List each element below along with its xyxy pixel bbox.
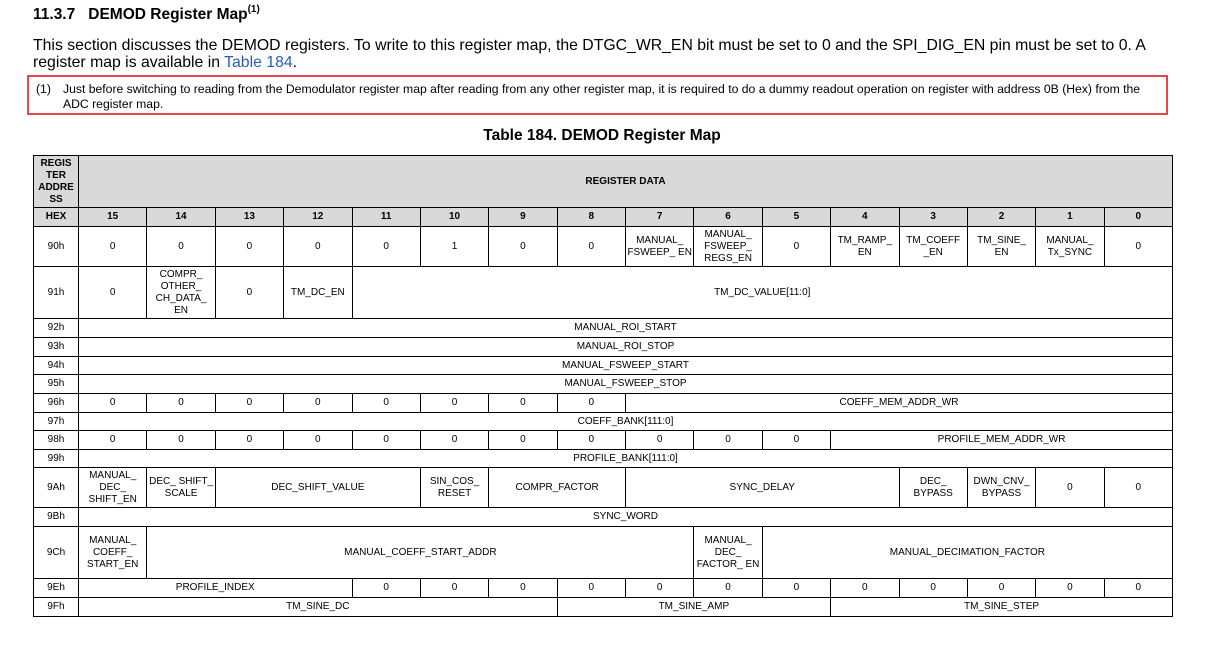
register-field: 0 [420, 431, 488, 450]
register-field: DEC_ SHIFT_ SCALE [147, 468, 215, 508]
register-field: MANUAL_ DEC_ FACTOR_ EN [694, 527, 762, 579]
register-address: 93h [34, 338, 79, 357]
register-address: 97h [34, 413, 79, 431]
register-field: DWN_CNV_ BYPASS [967, 468, 1035, 508]
register-field: 0 [557, 227, 625, 267]
register-row-95h [34, 375, 1173, 394]
register-field: MANUAL_ROI_STOP [79, 338, 1173, 357]
section-title: DEMOD Register Map [88, 6, 248, 23]
register-row-96h [34, 394, 1173, 413]
register-field: TM_DC_EN [284, 267, 352, 319]
bit-header-5: 5 [762, 208, 830, 227]
bit-header-0: 0 [1104, 208, 1172, 227]
register-address: 98h [34, 431, 79, 450]
register-field: TM_COEFF _EN [899, 227, 967, 267]
bit-header-9: 9 [489, 208, 557, 227]
register-field: COEFF_BANK[111:0] [79, 413, 1173, 431]
register-field: 0 [420, 394, 488, 413]
register-field: TM_SINE_DC [79, 598, 558, 617]
bit-header-7: 7 [626, 208, 694, 227]
register-field: 0 [626, 431, 694, 450]
table-header-row [34, 156, 1173, 208]
register-field: 0 [79, 227, 147, 267]
register-field: 0 [284, 394, 352, 413]
register-field: 0 [79, 267, 147, 319]
register-field: 0 [694, 431, 762, 450]
register-field: 0 [79, 431, 147, 450]
register-field: MANUAL_ FSWEEP_ REGS_EN [694, 227, 762, 267]
register-field: SYNC_WORD [79, 508, 1173, 527]
register-field: COEFF_MEM_ADDR_WR [626, 394, 1173, 413]
bit-header-2: 2 [967, 208, 1035, 227]
register-field: DEC_ BYPASS [899, 468, 967, 508]
register-field: 0 [489, 394, 557, 413]
register-field: MANUAL_ DEC_ SHIFT_EN [79, 468, 147, 508]
register-field: 0 [831, 579, 899, 598]
section-heading [33, 6, 260, 24]
register-field: 0 [352, 394, 420, 413]
bit-header-10: 10 [420, 208, 488, 227]
register-field: 0 [215, 267, 283, 319]
register-row-9Ah [34, 468, 1173, 508]
register-row-91h [34, 267, 1173, 319]
table-184-link[interactable]: Table 184 [224, 54, 293, 71]
hex-header: HEX [34, 208, 79, 227]
register-field: DEC_SHIFT_VALUE [215, 468, 420, 508]
footnote-marker: (1) [36, 82, 51, 96]
bit-header-6: 6 [694, 208, 762, 227]
address-header: REGIS TER ADDRE SS [34, 156, 79, 208]
register-field: MANUAL_ COEFF_ START_EN [79, 527, 147, 579]
register-field: 0 [762, 227, 830, 267]
register-field: MANUAL_ROI_START [79, 319, 1173, 338]
bit-header-8: 8 [557, 208, 625, 227]
register-field: 0 [284, 227, 352, 267]
register-address: 9Bh [34, 508, 79, 527]
register-field: 0 [147, 394, 215, 413]
register-field: TM_RAMP_ EN [831, 227, 899, 267]
register-field: 0 [489, 579, 557, 598]
register-row-92h [34, 319, 1173, 338]
register-field: 0 [147, 227, 215, 267]
register-field: 0 [762, 579, 830, 598]
register-field: 0 [352, 579, 420, 598]
bit-header-3: 3 [899, 208, 967, 227]
register-field: 0 [1104, 579, 1172, 598]
register-field: COMPR_FACTOR [489, 468, 626, 508]
register-field: 0 [215, 394, 283, 413]
register-field: MANUAL_COEFF_START_ADDR [147, 527, 694, 579]
intro-paragraph [33, 37, 1173, 71]
register-field: 0 [79, 394, 147, 413]
register-address: 9Ch [34, 527, 79, 579]
register-field: 0 [557, 394, 625, 413]
register-address: 94h [34, 357, 79, 375]
register-field: 0 [626, 579, 694, 598]
intro-end: . [292, 54, 298, 71]
register-field: 1 [420, 227, 488, 267]
register-row-9Bh [34, 508, 1173, 527]
register-address: 96h [34, 394, 79, 413]
register-field: 0 [147, 431, 215, 450]
table-caption: Table 184. DEMOD Register Map [483, 127, 721, 144]
register-row-90h [34, 227, 1173, 267]
register-field: 0 [1036, 468, 1104, 508]
register-field: MANUAL_DECIMATION_FACTOR [762, 527, 1172, 579]
bit-header-12: 12 [284, 208, 352, 227]
register-field: SYNC_DELAY [626, 468, 900, 508]
register-row-93h [34, 338, 1173, 357]
footnote-text: Just before switching to reading from the Demodulator register map after reading from any other register map, it is required to do a dummy readout operation on register with address 0B (Hex) from the ADC register map. [63, 82, 1141, 111]
register-address: 92h [34, 319, 79, 338]
footnote-ref[interactable]: (1) [247, 4, 260, 15]
register-row-98h [34, 431, 1173, 450]
register-field: 0 [1104, 468, 1172, 508]
register-field: 0 [557, 579, 625, 598]
register-field: TM_DC_VALUE[11:0] [352, 267, 1173, 319]
bit-header-13: 13 [215, 208, 283, 227]
register-row-9Eh [34, 579, 1173, 598]
register-field: 0 [215, 227, 283, 267]
register-field: 0 [557, 431, 625, 450]
register-address: 95h [34, 375, 79, 394]
register-field: 0 [899, 579, 967, 598]
register-address: 9Eh [34, 579, 79, 598]
register-field: SIN_COS_ RESET [420, 468, 488, 508]
register-field: TM_SINE_STEP [831, 598, 1173, 617]
register-row-94h [34, 357, 1173, 375]
register-field: 0 [489, 227, 557, 267]
bit-header-11: 11 [352, 208, 420, 227]
register-field: 0 [420, 579, 488, 598]
bit-header-4: 4 [831, 208, 899, 227]
register-field: MANUAL_FSWEEP_START [79, 357, 1173, 375]
register-field: TM_SINE_AMP [557, 598, 831, 617]
footnote-box [27, 75, 1168, 115]
register-field: 0 [215, 431, 283, 450]
bit-header-14: 14 [147, 208, 215, 227]
register-map-table [33, 155, 1173, 617]
register-field: 0 [1104, 227, 1172, 267]
register-field: PROFILE_INDEX [79, 579, 353, 598]
register-row-9Fh [34, 598, 1173, 617]
intro-text: This section discusses the DEMOD registers. To write to this register map, the DTGC_WR_EN bit must be set to 0 and the SPI_DIG_EN pin must be set to 0. A register map is available in [33, 37, 1146, 71]
register-field: MANUAL_FSWEEP_STOP [79, 375, 1173, 394]
register-field: 0 [1036, 579, 1104, 598]
register-field: 0 [694, 579, 762, 598]
register-field: PROFILE_BANK[111:0] [79, 450, 1173, 468]
register-address: 9Fh [34, 598, 79, 617]
register-address: 9Ah [34, 468, 79, 508]
register-field: 0 [352, 227, 420, 267]
register-address: 90h [34, 227, 79, 267]
register-row-9Ch [34, 527, 1173, 579]
bit-header-15: 15 [79, 208, 147, 227]
register-field: 0 [762, 431, 830, 450]
bit-header-row [34, 208, 1173, 227]
register-field: 0 [284, 431, 352, 450]
register-field: 0 [489, 431, 557, 450]
register-field: COMPR_ OTHER_ CH_DATA_ EN [147, 267, 215, 319]
register-field: MANUAL_ FSWEEP_ EN [626, 227, 694, 267]
register-field: MANUAL_ Tx_SYNC [1036, 227, 1104, 267]
register-row-97h [34, 413, 1173, 431]
register-row-99h [34, 450, 1173, 468]
register-field: 0 [967, 579, 1035, 598]
register-field: PROFILE_MEM_ADDR_WR [831, 431, 1173, 450]
bit-header-1: 1 [1036, 208, 1104, 227]
register-address: 91h [34, 267, 79, 319]
register-field: 0 [352, 431, 420, 450]
section-number: 11.3.7 [33, 6, 76, 23]
register-address: 99h [34, 450, 79, 468]
data-header: REGISTER DATA [79, 156, 1173, 208]
register-field: TM_SINE_ EN [967, 227, 1035, 267]
